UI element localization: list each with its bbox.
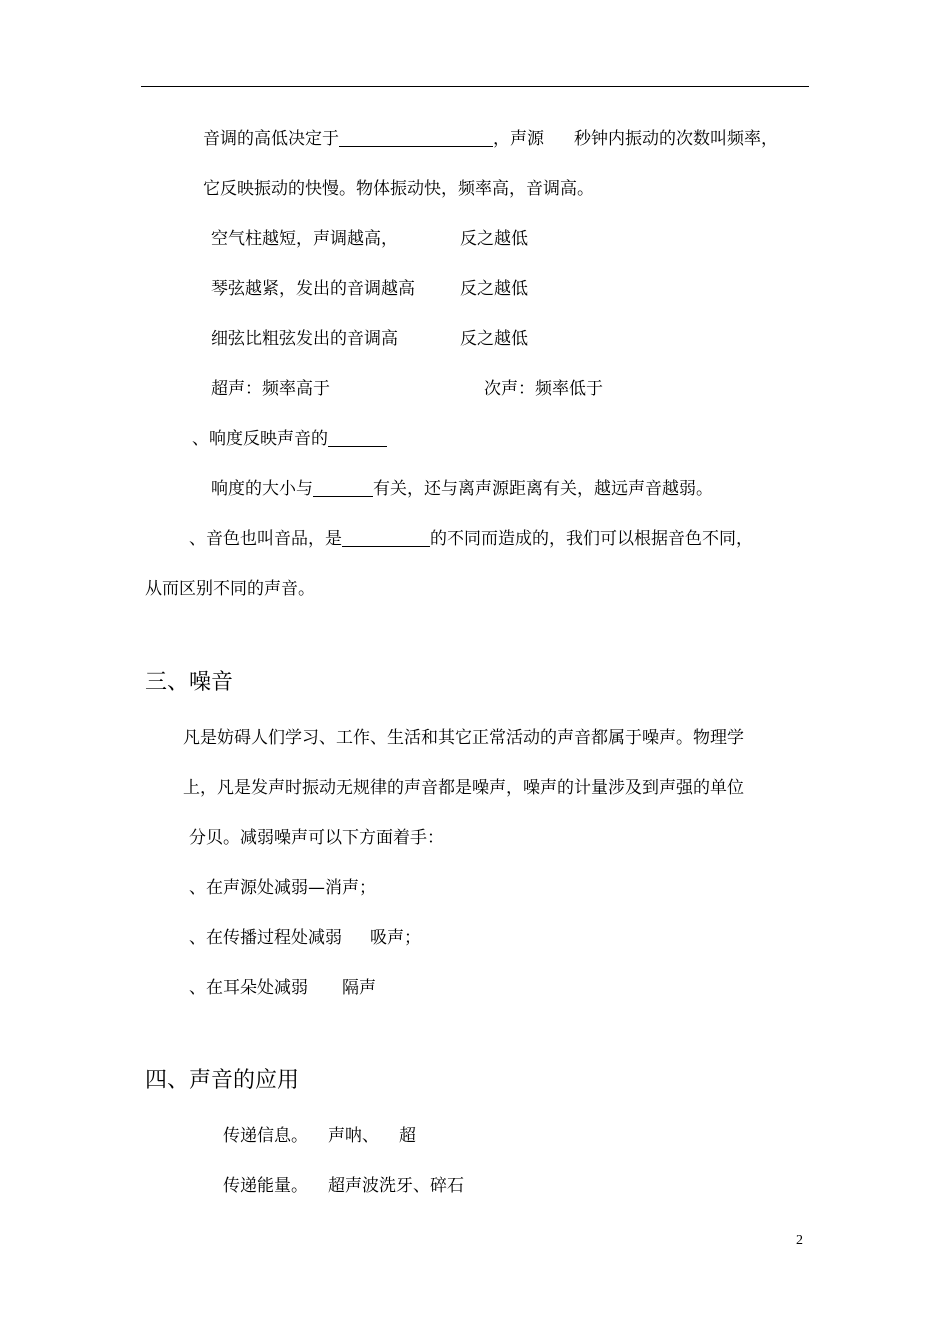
noise-paragraph-line-2: 上，凡是发声时振动无规律的声音都是噪声，噪声的计量涉及到声强的单位	[183, 778, 744, 798]
text-line-6a: 超声：频率高于	[211, 379, 330, 399]
fill-blank-3	[313, 478, 373, 497]
line-9-part-a: 、音色也叫音品，是	[189, 529, 342, 549]
line-8-part-b: 有关，还与离声源距离有关，越远声音越弱。	[373, 479, 713, 499]
text-line-9	[189, 527, 753, 551]
line-8-part-a: 响度的大小与	[211, 479, 313, 499]
text-line-4a: 琴弦越紧，发出的音调越高	[211, 279, 415, 299]
application-line-2	[223, 1174, 464, 1198]
line-1-part-c: 秒钟内振动的次数叫频率，	[574, 129, 778, 149]
text-line-7	[192, 427, 387, 451]
noise-item-3	[189, 976, 376, 1000]
noise-item-2-part-a: 、在传播过程处减弱	[189, 928, 342, 948]
text-line-3a: 空气柱越短，声调越高，	[211, 229, 398, 249]
text-line-5a: 细弦比粗弦发出的音调高	[211, 329, 398, 349]
section-heading-applications: 四、声音的应用	[145, 1068, 300, 1093]
application-1-part-b: 声呐、	[328, 1126, 379, 1146]
text-line-4b: 反之越低	[460, 279, 528, 299]
application-2-part-a: 传递能量。	[223, 1176, 308, 1196]
application-line-1	[223, 1124, 416, 1148]
application-1-part-c: 超	[399, 1126, 416, 1146]
text-line-2: 它反映振动的快慢。物体振动快，频率高，音调高。	[203, 179, 594, 199]
fill-blank-4	[342, 528, 430, 547]
fill-blank-2	[328, 428, 387, 447]
fill-blank-1	[339, 128, 493, 147]
line-1-part-a: 音调的高低决定于	[203, 129, 339, 149]
text-line-6b: 次声：频率低于	[484, 379, 603, 399]
noise-paragraph-line-3: 分贝。减弱噪声可以下方面着手：	[189, 828, 444, 848]
page-number: 2	[796, 1233, 803, 1248]
application-1-part-a: 传递信息。	[223, 1126, 308, 1146]
noise-item-2-part-b: 吸声；	[370, 928, 421, 948]
noise-item-3-part-a: 、在耳朵处减弱	[189, 978, 308, 998]
application-2-part-b: 超声波洗牙、碎石	[328, 1176, 464, 1196]
noise-item-3-part-b: 隔声	[342, 978, 376, 998]
line-1-part-b: ，声源	[493, 129, 544, 149]
noise-item-1: 、在声源处减弱—消声；	[189, 878, 376, 898]
section-heading-noise: 三、噪音	[145, 670, 234, 695]
text-line-10: 从而区别不同的声音。	[145, 579, 315, 599]
text-line-5b: 反之越低	[460, 329, 528, 349]
noise-item-2	[189, 926, 421, 950]
text-line-8	[211, 477, 713, 501]
noise-paragraph-line-1: 凡是妨碍人们学习、工作、生活和其它正常活动的声音都属于噪声。物理学	[183, 728, 744, 748]
line-7-text: 、响度反映声音的	[192, 429, 328, 449]
header-rule	[141, 86, 809, 87]
line-9-part-b: 的不同而造成的，我们可以根据音色不同，	[430, 529, 753, 549]
text-line-1	[203, 127, 778, 151]
text-line-3b: 反之越低	[460, 229, 528, 249]
